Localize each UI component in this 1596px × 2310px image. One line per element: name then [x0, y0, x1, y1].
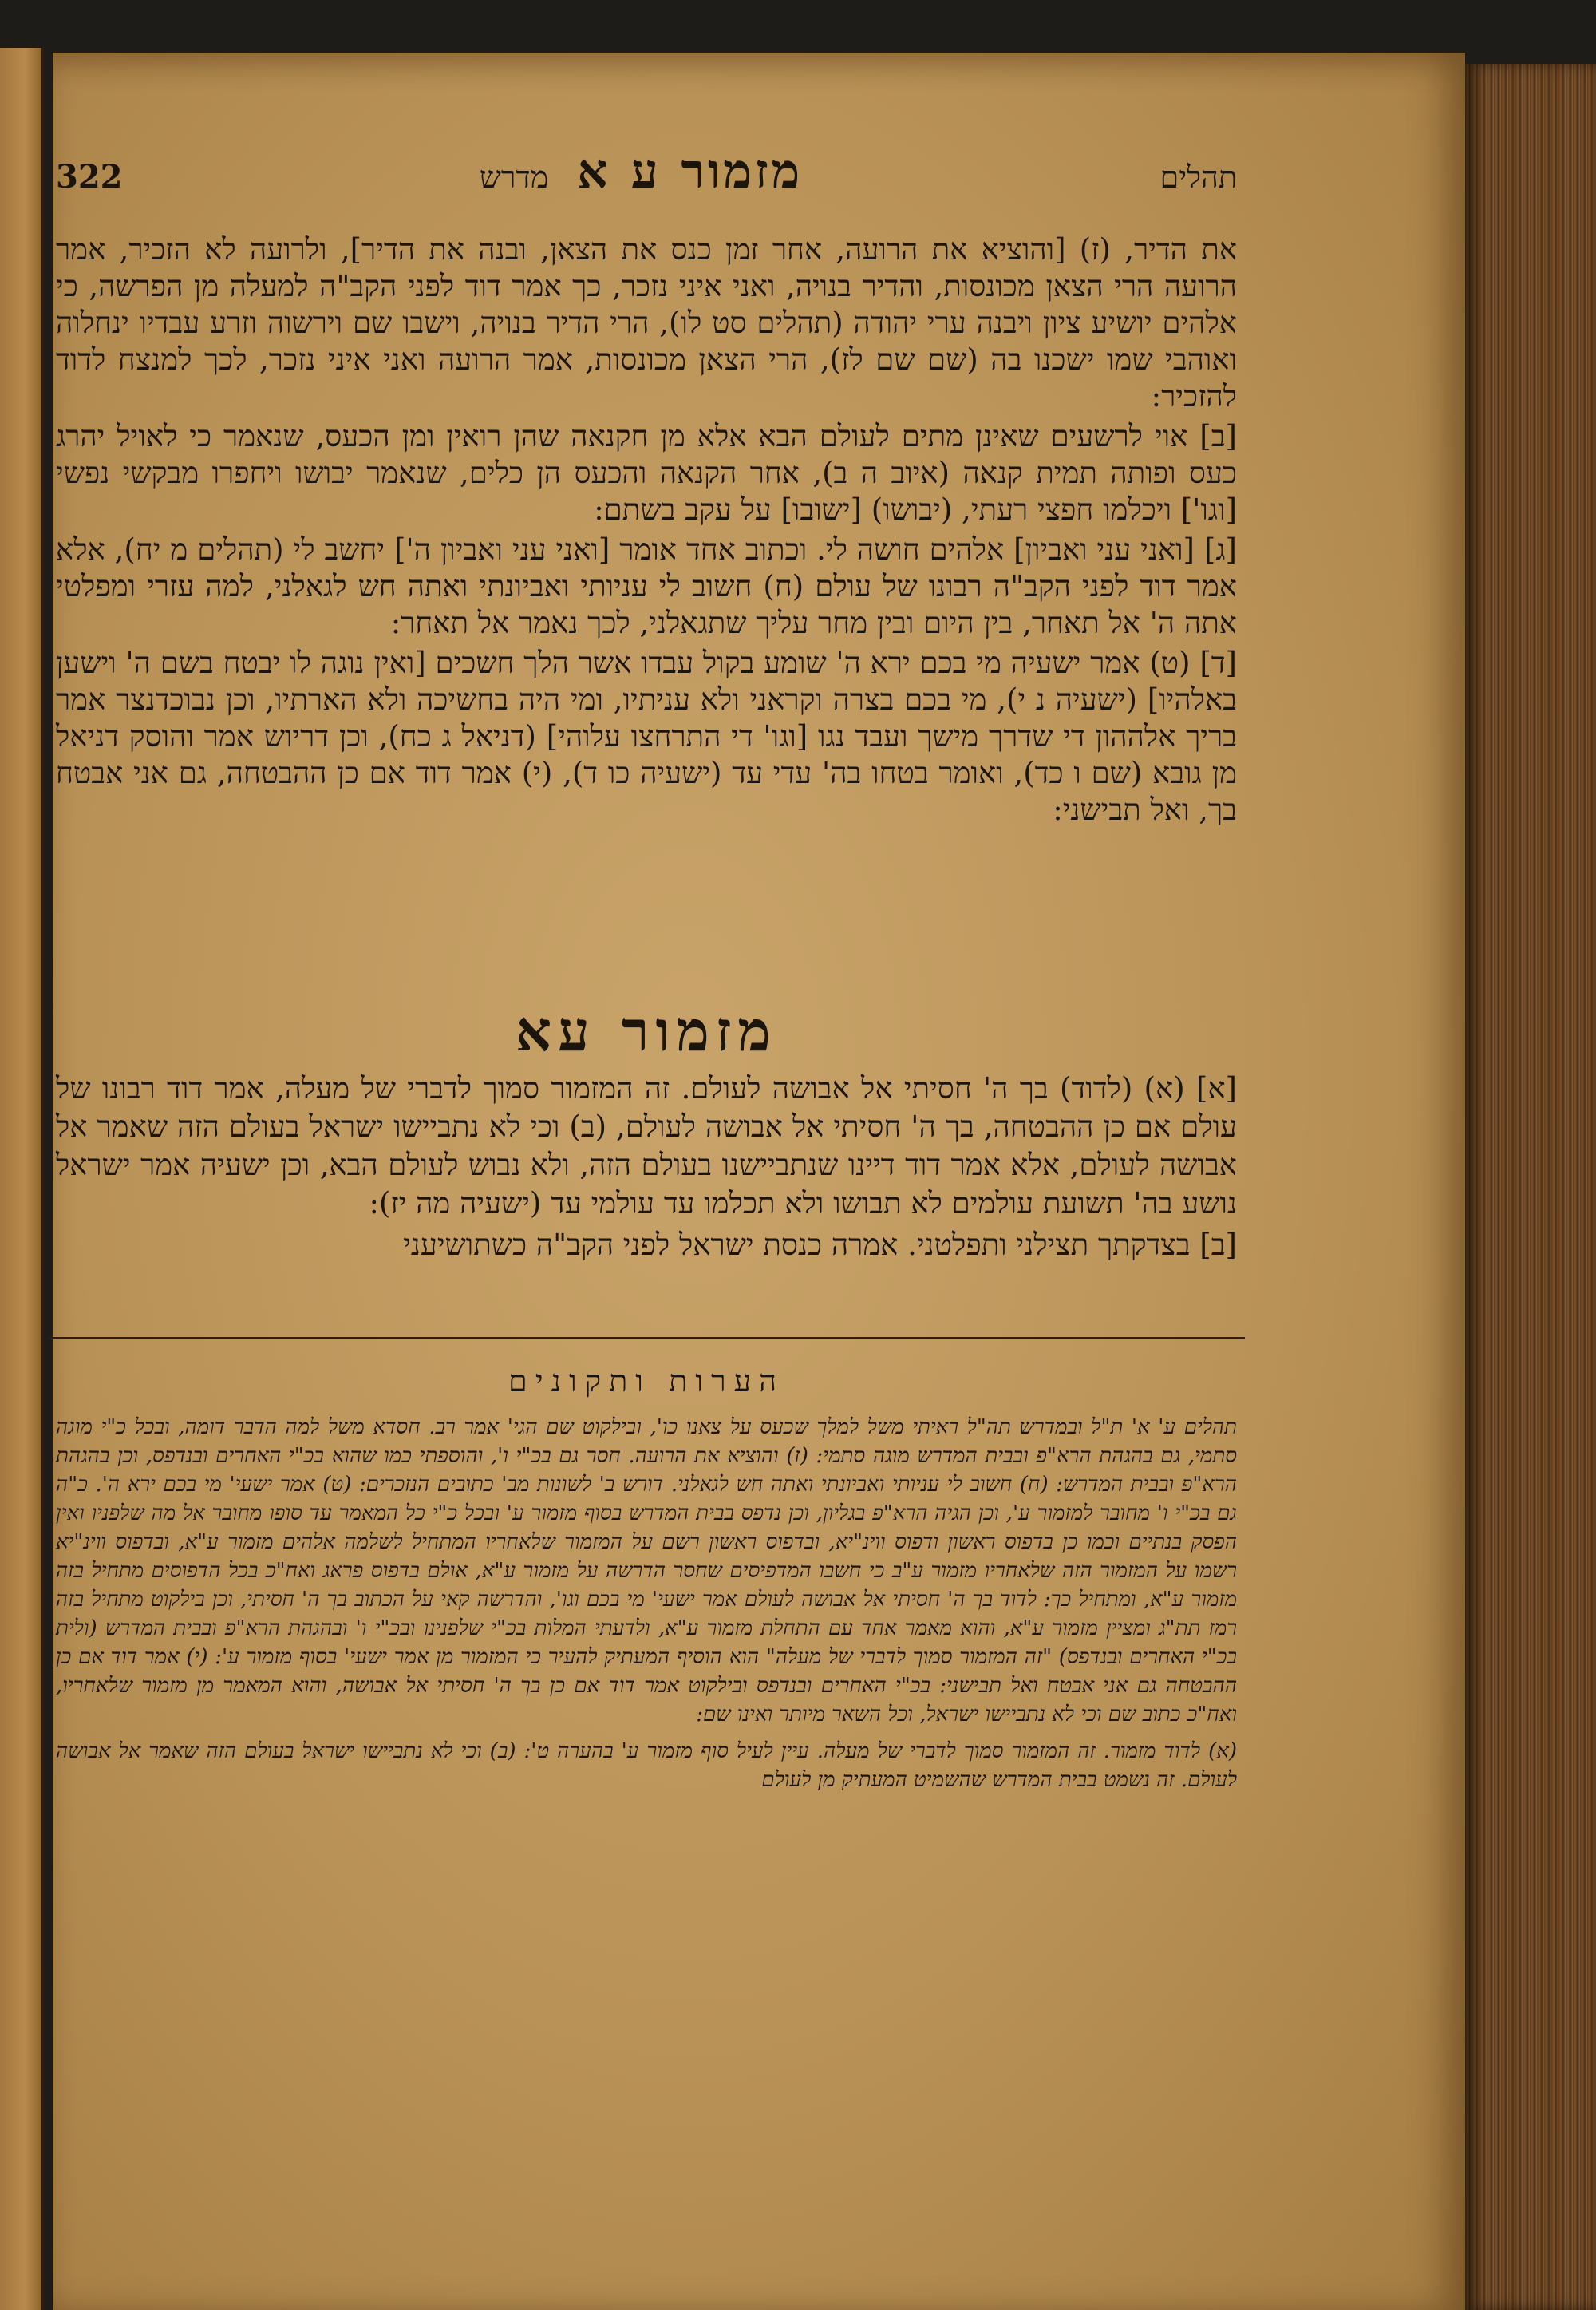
notes-title: הערות ותקונים — [508, 1363, 784, 1398]
body-paragraph: [ג] [ואני עני ואביון] אלהים חושה לי. וכתוב אחד אומר [ואני עני ואביון ה'] יחשב לי (תהלים מ יח), אלא אמר דוד לפני הקב"ה רבונו של עולם (ח) חשוב לי עניותי ואביונתי ואתה חש לגאלני, למה עזרי ומפלטי אתה ה' אל תאחר, בין היום ובין מחר עליך שתגאלני, לכך נאמר אל תאחר: — [56, 532, 1237, 640]
main-text — [56, 231, 1237, 832]
header-center — [480, 144, 803, 200]
section-divider — [48, 1337, 1245, 1339]
psalm-title: מזמור עא — [516, 998, 777, 1064]
note-final-paragraph: (א) לדוד מזמור. זה המזמור סמוך לדברי של מעלה. עיין לעיל סוף מזמור ע' בהערה ט': (ב) וכי לא נתביישו ישראל בעולם הזה שאמר אל אבושה לעולם. זה נשמט בבית המדרש שהשמיט המעתיק מן לעולם — [56, 1739, 1237, 1792]
header-midrash-label: מדרש — [479, 160, 549, 195]
body-paragraph: את הדיר, (ז) [והוציא את הרועה, אחר זמן כנס את הצאן, ובנה את הדיר], ולרועה לא הזכיר, אמר הרועה הרי הצאן מכונסות, והדיר בנויה, ואני איני נזכר, כך אמר דוד לפני הקב"ה למעלה מן הפרשה, כי אלהים יושיע ציון ויבנה ערי יהודה (תהלים סט לו), הרי הדיר בנויה, וישבו שם וירשוה וזרע עבדיו ינחלוה ואוהבי שמו ישכנו בה (שם שם לז), הרי הצאן מכונסות, אמר הרועה ואני איני נזכר, לכך למנצח לדוד להזכיר: — [56, 232, 1237, 413]
psalm-paragraph: [ב] בצדקתך תצילני ותפלטני. אמרה כנסת ישראל לפני הקב"ה כשתושיעני — [403, 1228, 1237, 1262]
facing-page-edge — [0, 48, 44, 2310]
body-paragraph: [ד] (ט) אמר ישעיה מי בכם ירא ה' שומע בקול עבדו אשר הלך חשכים [ואין נוגה לו יבטח בשם ה' וישען באלהיו] (ישעיה נ י), מי בכם בצרה וקראני ולא עניתיו, ומי היה בחשיכה ולא הארתיו, וכן נבוכדנצר אמר בריך אלההון די שדרך מישך ועבד נגו [וגו' די התרחצו עלוהי] (דניאל ג כח), וכן דריוש אמר והוסק דניאל מן גובא (שם ו כד), ואומר בטחו בה' עדי עד (ישעיה כו ד), (י) אמר דוד אם כן ההבטחה, גם אני אבטח בך, ואל תבישני: — [56, 646, 1237, 827]
note-paragraph: תהלים ע' א' ת"ל ובמדרש תה"ל ראיתי משל למלך שכעס על צאנו כו', ובילקוט שם הגי' אמר רב. חסדא משל למה הדבר דומה, ובכל כ"י מוגה סתמי, גם בהגהת הרא"פ ובבית המדרש מוגה סתמי: (ז) והוציא את הרועה. חסר גם בכ"י ו', והוספתי כמו שהוא בכ"י האחרים ובנדפס, וכן בהגהת הרא"פ ובבית המדרש: (ח) חשוב לי עניותי ואביונתי ואתה חש לגאלני. דורש ב' לשונות מב' כתובים הנזכרים: (ט) אמר ישעי' מי בכם ירא ה'. כ"ה גם בכ"י ו' מחובר למזמור ע', וכן הגיה הרא"פ בגליון, וכן נדפס בבית המדרש בסוף מזמור ע' ובכל כ"י כל המאמר עד סופו מחובר אל מה שלפניו ואין הפסק בנתיים וכמו כן בדפוס ראשון ודפוס ווינ"יא, ובדפוס ראשון רשם על המזמור שלאחריו המתחיל לשלמה אלהים מזמור ע"א, ובדפוס ווינ"יא רשמו על המזמור הזה שלאחריו מזמור ע"ב כי חשבו המדפיסים שחסר הדרשה על מזמור ע"א, אולם בדפוס פראג ואח"כ בכל הדפוסים מתחיל בזה מזמור ע"א, ומתחיל כך: לדוד בך ה' חסיתי אל אבושה לעולם אמר ישעי' מי בכם וגו', והדרשה קאי על הכתוב בך ה' חסיתי, וכן בילקוט מתחיל בזה רמז תת"ג ומציין מזמור ע"א, והוא מאמר אחד עם התחלת מזמור ע"א, ולדעתי המלות בכ"י שלפנינו ובכ"י ו' ובהגהת הרא"פ ובבית המדרש (ולית בכ"י האחרים ובנדפס) "זה המזמור סמוך לדברי של מעלה" הוא הוסיף המעתיק להעיר כי המזמור מן אמר ישעי' בסוף מזמור ע': (י) אמר דוד אם כן ההבטחה גם אני אבטח ואל תבישני: בכ"י האחרים ובנדפס ובילקוט אמר דוד אם כן בך ה' חסיתי אל אבושה, והוא המאמר מן מזמור שלאחריו, ואח"כ כתוב שם וכי לא נתביישו ישראל, וכל השאר מיותר ואינו שם: — [56, 1415, 1238, 1727]
page-stack-edges — [1465, 64, 1596, 2310]
running-header — [56, 144, 1237, 200]
body-paragraph: [ב] אוי לרשעים שאינן מתים לעולם הבא אלא מן חקנאה שהן רואין ומן הכעס, שנאמר כי לאויל יהרג כעס ופותה תמית קנאה (איוב ה ב), אחר הקנאה והכעס הן כלים, שנאמר יבושו ויחפרו מבקשי נפשי [וגו'] ויכלמו חפצי רעתי, (יבושו) [ישובו] על עקב בשתם: — [56, 419, 1237, 527]
psalm-text — [56, 1070, 1237, 1268]
notes-section — [56, 1413, 1237, 1799]
page-number: 322 — [56, 158, 123, 196]
psalm-paragraph: [א] (א) (לדוד) בך ה' חסיתי אל אבושה לעולם. זה המזמור סמוך לדברי של מעלה, אמר דוד רבונו של עולם אם כן ההבטחה, בך ה' חסיתי אל אבושה לעולם, (ב) וכי לא נתביישו ישראל בעולם הזה שאמר אל אבושה לעולם, אלא אמר דוד דיינו שנתביישנו בעולם הזה, ולא נבוש לעולם הבא, וכן ישעיה אמר ישראל נושע בה' תשועת עולמים לא תבושו ולא תכלמו עד עולמי עד (ישעיה מה יז): — [56, 1071, 1237, 1220]
header-psalm-heading: מזמור ע א — [577, 144, 804, 200]
header-book-name: תהלים — [1159, 160, 1237, 195]
